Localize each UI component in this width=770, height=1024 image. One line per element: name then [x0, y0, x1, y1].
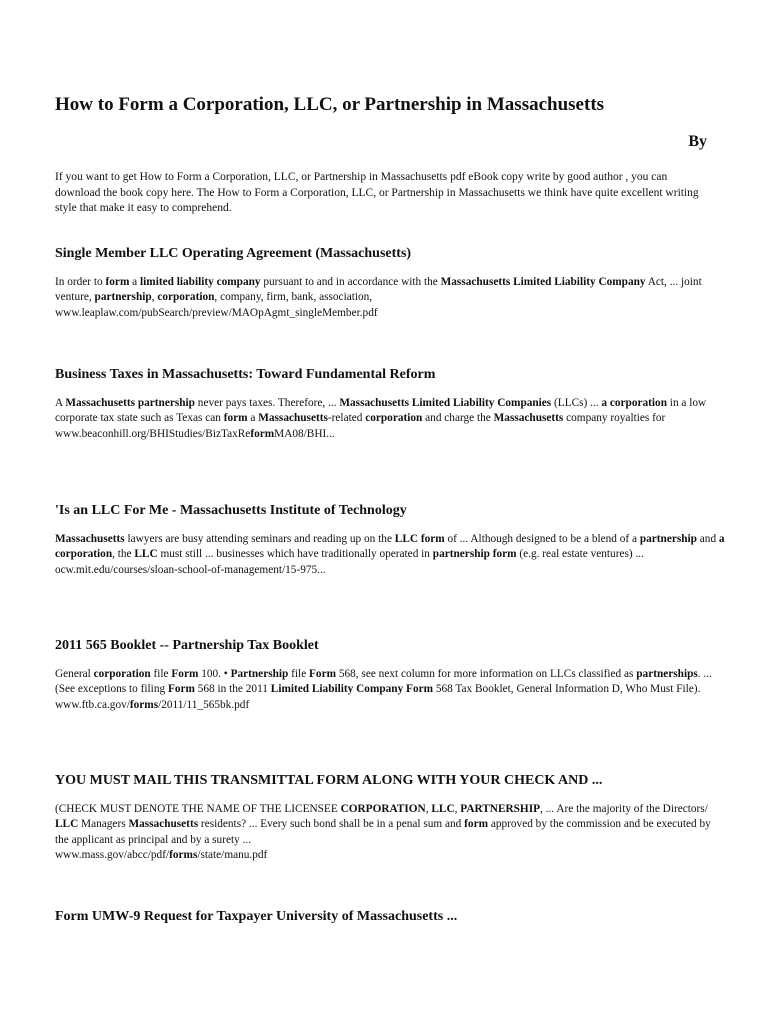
highlighted-term: Massachusetts Limited Liability Company: [440, 276, 646, 288]
highlighted-term: corporation: [157, 291, 215, 304]
highlighted-term: LLC: [134, 548, 158, 561]
text-run: 568 Tax Booklet, General Information D, Who Must File).: [433, 683, 701, 696]
text-run: /state/manu.pdf: [197, 849, 268, 862]
text-run: , the: [112, 548, 135, 561]
text-run: A: [55, 397, 66, 409]
highlighted-term: partnership form: [432, 548, 517, 561]
text-run: never pays taxes. Therefore, ...: [194, 397, 340, 409]
result-url[interactable]: [55, 427, 725, 442]
result-heading: Form UMW-9 Request for Taxpayer University of Massachusetts ...: [55, 909, 458, 924]
highlighted-term: LLC form: [394, 533, 445, 545]
text-run: www.ftb.ca.gov/: [55, 698, 130, 711]
text-run: a: [129, 276, 141, 288]
highlighted-term: Massachusetts partnership: [65, 397, 195, 409]
text-run: , company, firm, bank, association,: [214, 291, 373, 304]
highlighted-term: form: [464, 818, 488, 831]
result-heading: YOU MUST MAIL THIS TRANSMITTAL FORM ALONG WITH YOUR CHECK AND ...: [55, 773, 603, 788]
result-section: [55, 638, 725, 713]
text-run: ocw.mit.edu/courses/sloan-school-of-management/15-975...: [55, 563, 326, 576]
result-url[interactable]: [55, 563, 725, 578]
text-run: and charge the: [422, 412, 494, 425]
text-run: -related: [327, 412, 366, 425]
text-run: Act, ... joint venture,: [55, 276, 702, 304]
text-run: 100. •: [198, 668, 231, 680]
highlighted-term: Form: [309, 668, 337, 680]
highlighted-term: LLC: [431, 803, 455, 815]
highlighted-term: a corporation: [601, 397, 667, 409]
text-run: (e.g. real estate ventures) ...: [516, 548, 644, 561]
highlighted-term: Partnership: [230, 668, 289, 680]
text-run: www.mass.gov/abcc/pdf/: [55, 849, 170, 862]
text-run: pursuant to and in accordance with the: [260, 276, 441, 288]
highlighted-term: forms: [169, 849, 198, 862]
result-snippet: [55, 802, 725, 848]
text-run: ,: [151, 291, 158, 304]
result-snippet: [55, 275, 725, 306]
highlighted-term: Massachusetts: [258, 412, 328, 425]
highlighted-term: Massachusetts: [493, 412, 564, 425]
result-section: [55, 367, 725, 442]
text-run: 568, see next column for more information on LLCs classified as: [336, 668, 637, 680]
result-heading: Business Taxes in Massachusetts: Toward Fundamental Reform: [55, 367, 436, 382]
highlighted-term: LLC: [55, 818, 79, 831]
text-run: and: [696, 533, 719, 545]
text-run: ,: [425, 803, 432, 815]
highlighted-term: partnership: [639, 533, 697, 545]
highlighted-term: corporation: [365, 412, 423, 425]
page-title: How to Form a Corporation, LLC, or Partnership in Massachusetts: [55, 94, 605, 115]
highlighted-term: form: [105, 276, 130, 288]
result-heading: 2011 565 Booklet -- Partnership Tax Booklet: [55, 638, 319, 653]
text-run: /2011/11_565bk.pdf: [158, 698, 250, 711]
text-run: In order to: [55, 276, 106, 288]
result-snippet: [55, 532, 725, 563]
result-section: [55, 909, 725, 938]
text-run: residents? ... Every such bond shall be in a penal sum and: [198, 818, 465, 831]
text-run: approved by the commission and be executed by the applicant as principal and by a surety ...: [55, 818, 711, 846]
text-run: file: [150, 668, 172, 680]
highlighted-term: forms: [129, 698, 159, 711]
text-run: of ... Although designed to be a blend of a: [444, 533, 640, 545]
highlighted-term: PARTNERSHIP: [460, 803, 540, 815]
highlighted-term: corporation: [93, 668, 151, 680]
highlighted-term: partnerships: [636, 668, 698, 680]
text-run: (CHECK MUST DENOTE THE NAME OF THE LICENSEE: [55, 803, 341, 815]
text-run: in a low corporate tax state such as Texas can: [55, 397, 707, 425]
text-run: www.leaplaw.com/pubSearch/preview/MAOpAgmt_singleMember.pdf: [55, 306, 378, 319]
text-run: must still ... businesses which have traditionally operated in: [157, 548, 433, 561]
text-run: a: [247, 412, 259, 425]
highlighted-term: Form: [171, 668, 199, 680]
text-run: 568 in the 2011: [194, 683, 271, 696]
author-byline: By: [688, 133, 707, 150]
text-run: ,: [454, 803, 461, 815]
result-url[interactable]: [55, 306, 725, 321]
result-section: [55, 246, 725, 321]
highlighted-term: form: [223, 412, 248, 425]
highlighted-term: a corporation: [55, 533, 725, 561]
text-run: file: [288, 668, 310, 680]
text-run: lawyers are busy attending seminars and reading up on the: [124, 533, 395, 545]
text-run: Managers: [78, 818, 129, 831]
text-run: company royalties for: [563, 412, 666, 425]
highlighted-term: limited liability company: [140, 276, 261, 288]
result-heading: Single Member LLC Operating Agreement (Massachusetts): [55, 246, 412, 261]
text-run: www.beaconhill.org/BHIStudies/BizTaxRe: [55, 427, 251, 440]
text-run: , ... Are the majority of the Directors/: [540, 803, 708, 815]
result-heading: 'Is an LLC For Me - Massachusetts Institute of Technology: [55, 503, 407, 518]
highlighted-term: Massachusetts: [128, 818, 199, 831]
highlighted-term: partnership: [94, 291, 152, 304]
result-section: [55, 773, 725, 864]
intro-paragraph: If you want to get How to Form a Corporation, LLC, or Partnership in Massachusetts pdf eBook copy write by good author , you can download the book copy here. The How to Form a Corporation, LLC, or Partnership in Massachusetts we think have quite excellent writing style that make it easy to comprehend.: [55, 171, 699, 214]
highlighted-term: Massachusetts: [55, 533, 125, 545]
text-run: . ... (See exceptions to filing: [55, 668, 712, 696]
result-snippet: [55, 667, 725, 698]
result-snippet: [55, 396, 725, 427]
result-url[interactable]: [55, 848, 725, 863]
highlighted-term: Massachusetts Limited Liability Companies: [339, 397, 552, 409]
result-section: [55, 503, 725, 578]
highlighted-term: Limited Liability Company Form: [270, 683, 434, 696]
highlighted-term: CORPORATION: [340, 803, 426, 815]
highlighted-term: Form: [167, 683, 195, 696]
result-url[interactable]: [55, 698, 725, 713]
text-run: (LLCs) ...: [551, 397, 602, 409]
highlighted-term: form: [250, 427, 275, 440]
text-run: General: [55, 668, 94, 680]
text-run: MA08/BHI...: [274, 427, 335, 440]
